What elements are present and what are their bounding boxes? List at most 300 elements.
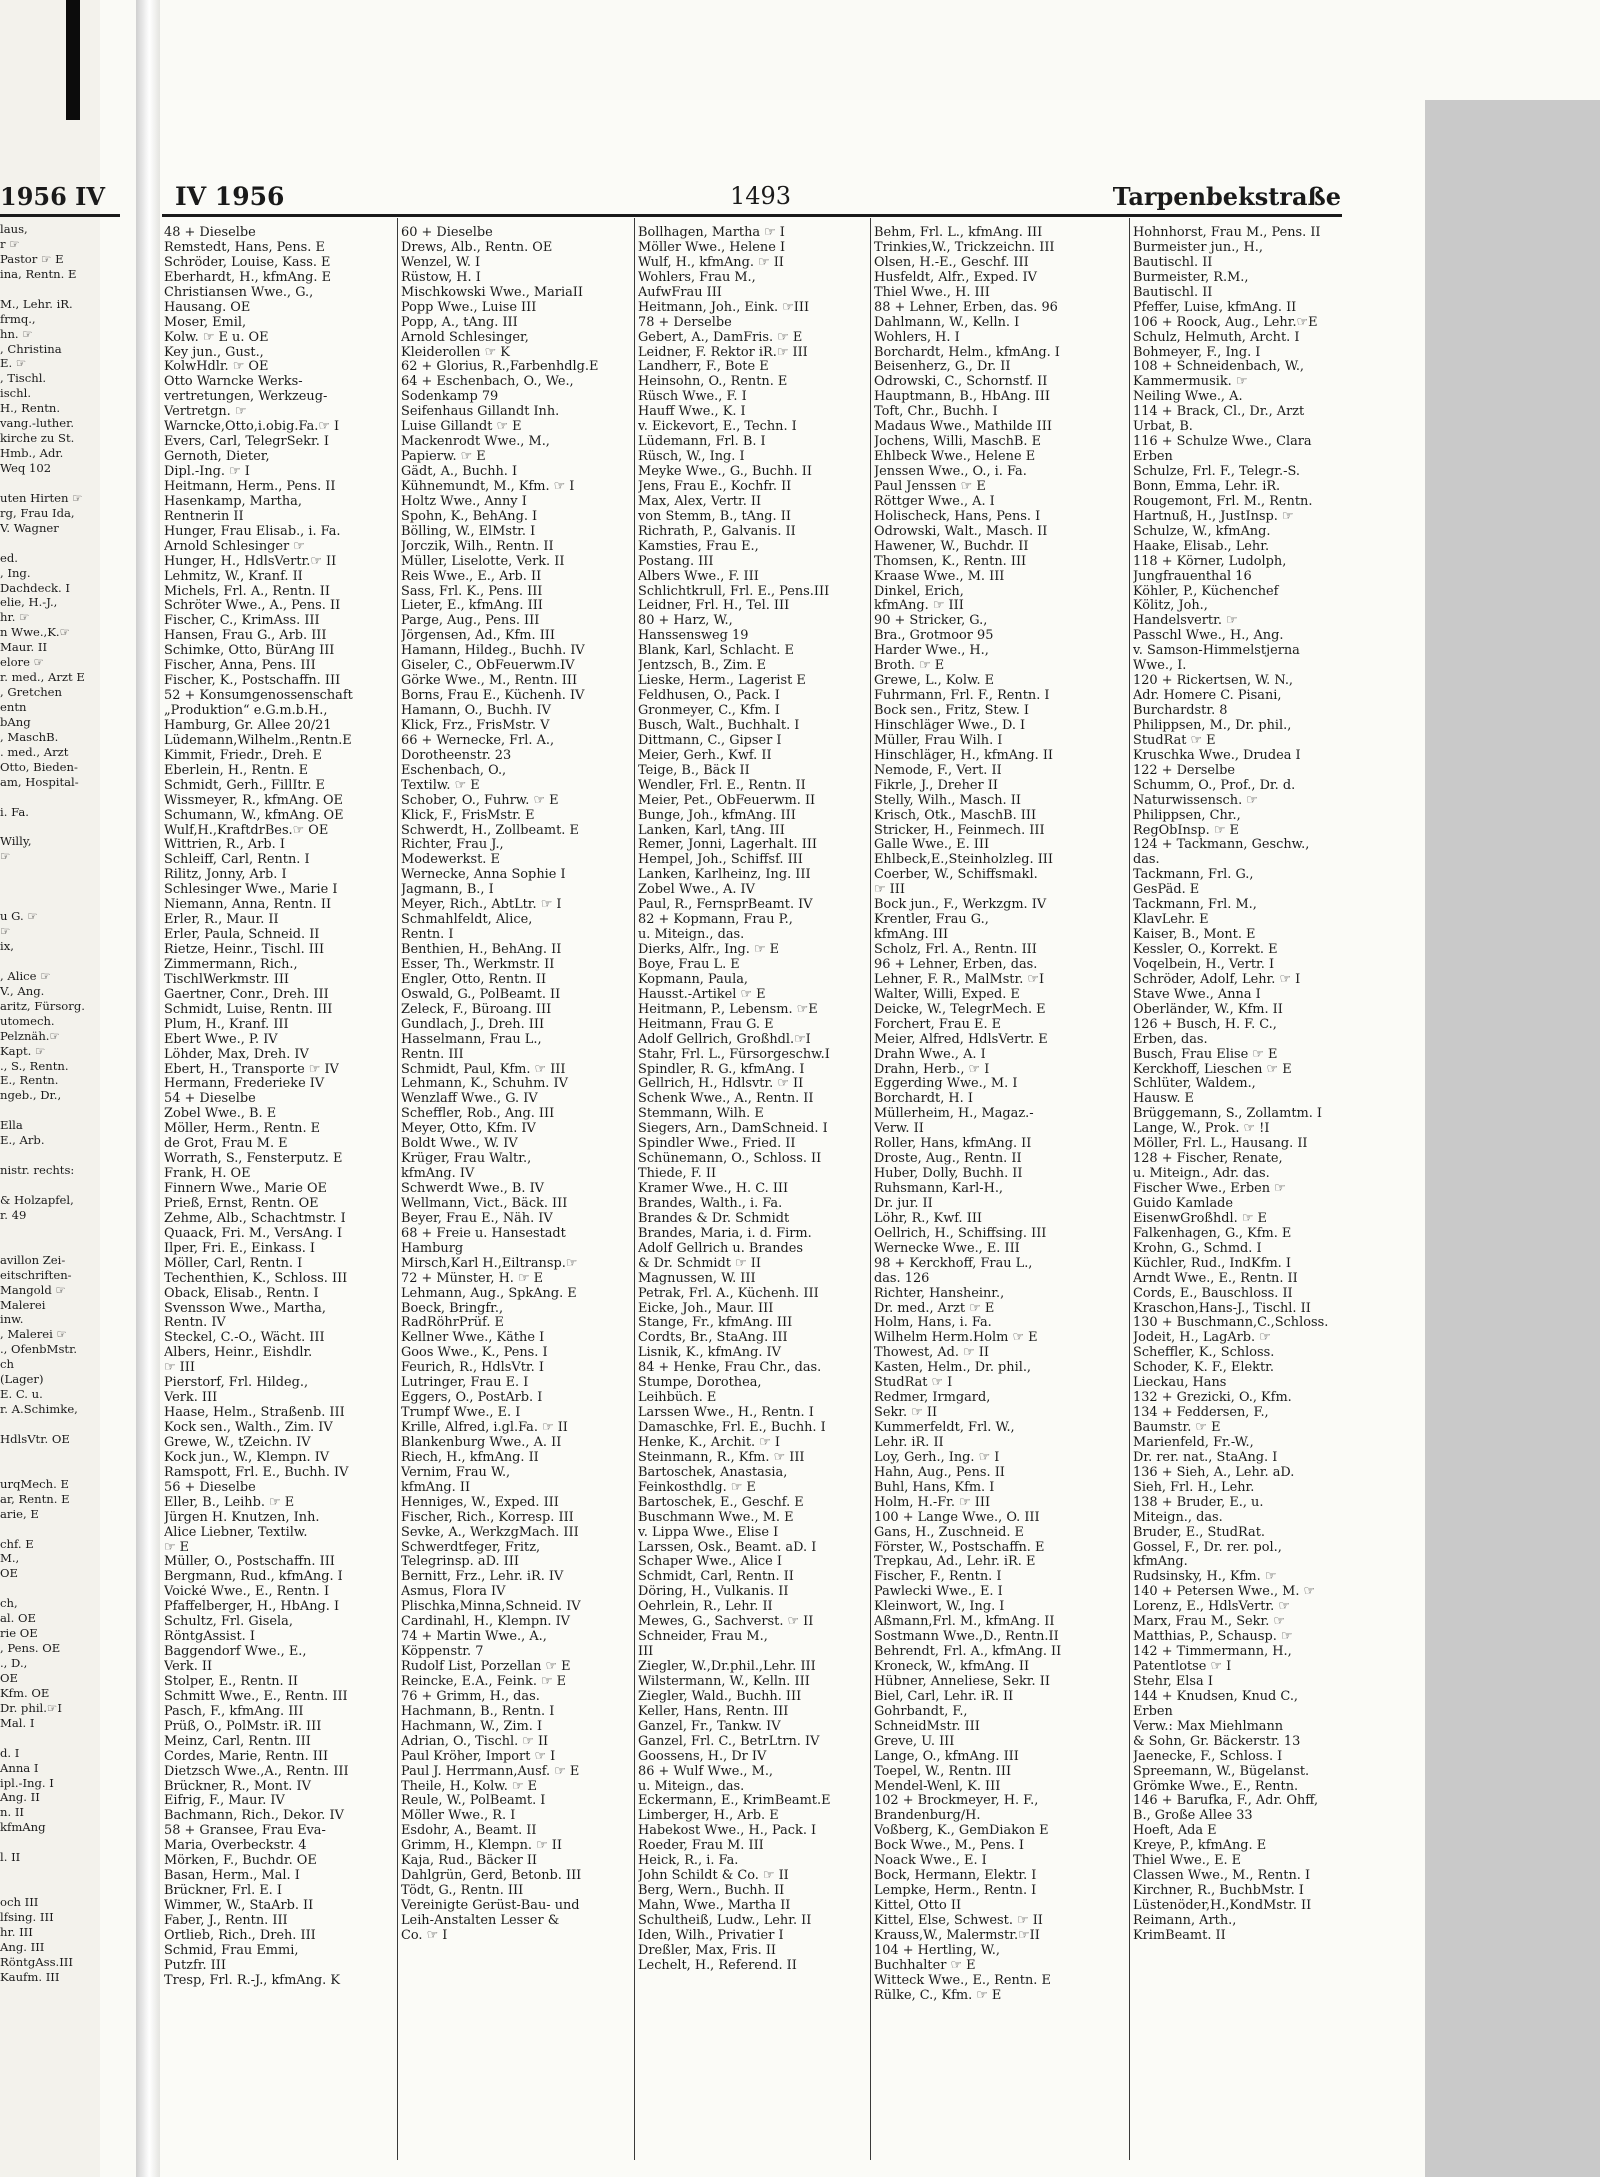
directory-entry-line: 54 + Dieselbe [164,1092,256,1107]
left-fragment-line: . med., Arzt [0,744,69,759]
directory-entry-line: Kolw. ☞ E u. OE [164,330,269,345]
directory-entry-line: Dorotheenstr. 23 [401,748,512,763]
directory-entry-line: Busch, Frau Elise ☞ E [1133,1047,1278,1062]
directory-entry-line: Aßmann,Frl. M., kfmAng. II [874,1615,1055,1630]
directory-entry-line: Brandes & Dr. Schmidt [638,1211,790,1226]
directory-entry-line: Michels, Frl. A., Rentn. II [164,584,330,599]
left-fragment-line: r. A.Schimke, [0,1402,78,1417]
directory-entry-line: Feurich, R., HdlsVtr. I [401,1361,544,1376]
directory-entry-line: Stumpe, Dorothea, [638,1376,762,1391]
directory-entry-line: Köppenstr. 7 [401,1645,484,1660]
directory-entry-line: Schenk Wwe., A., Rentn. II [638,1092,814,1107]
directory-entry-line: Oellrich, H., Schiffsing. III [874,1226,1047,1241]
directory-entry-line: Kraschon,Hans-J., Tischl. II [1133,1301,1311,1316]
directory-entry-line: Kessler, O., Korrekt. E [1133,943,1278,957]
left-fragment-line [0,536,136,551]
directory-entry-line: Hachmann, W., Zim. I [401,1719,543,1734]
directory-entry-line: Benthien, H., BehAng. II [401,943,562,957]
directory-entry-line: Stemmann, Wilh. E [638,1107,764,1122]
directory-entry-line: Papierw. ☞ E [401,450,486,465]
left-fragment-line: , Malerei ☞ [0,1327,67,1342]
left-fragment-line [0,1178,136,1193]
directory-entry-line: Arnold Schlesinger, [401,330,529,345]
directory-entry-line: Moser, Emil, [164,315,247,330]
left-fragment-line: elore ☞ [0,655,45,670]
left-fragment-line: Malerei [0,1297,46,1312]
directory-entry-line: KlavLehr. E [1133,913,1209,928]
directory-entry-line: Prieß, Ernst, Rentn. OE [164,1196,319,1211]
directory-entry-line: kfmAng. [1133,1555,1188,1570]
directory-entry-line: de Grot, Frau M. E [164,1137,288,1152]
left-fragment-line: i. Fa. [0,804,29,819]
directory-entry-line: Eifrig, F., Maur. IV [164,1794,285,1809]
directory-entry-line: Stelly, Wilh., Masch. II [874,793,1021,808]
directory-entry-line: kfmAng. III [874,928,949,943]
directory-entry-line: Ganzel, Fr., Tankw. IV [638,1719,781,1734]
directory-entry-line: Kroneck, W., kfmAng. II [874,1660,1030,1674]
directory-entry-line: Bartoschek, E., Geschf. E [638,1495,804,1510]
left-fragment-line: Pastor ☞ E [0,251,64,266]
directory-entry-line: Jodeit, H., LagArb. ☞ [1133,1331,1271,1346]
directory-entry-line: Thiel Wwe., H. III [874,285,990,300]
directory-column-5 [1133,226,1348,2156]
directory-entry-line: 82 + Kopmann, Frau P., [638,913,793,928]
directory-entry-line: Rentn. III [401,1047,464,1062]
directory-entry-line: Stricker, H., Feinmech. III [874,823,1045,838]
directory-entry-line: Pfaffelberger, H., HbAng. I [164,1600,340,1615]
directory-entry-line: Bock jun., F., Werkzgm. IV [874,898,1047,913]
directory-entry-line: Krentler, Frau G., [874,913,989,928]
directory-entry-line: Schwerdtfeger, Fritz, [401,1540,541,1555]
left-fragment-line: M., Lehr. iR. [0,296,73,311]
directory-entry-line: 72 + Münster, H. ☞ E [401,1271,544,1286]
directory-entry-line: Erben, das. [1133,1032,1208,1047]
directory-entry-line: 96 + Lehner, Erben, das. [874,957,1038,972]
directory-entry-line: Hausang. OE [164,300,251,315]
directory-entry-line: Schmidt, Gerh., FillItr. E [164,778,325,793]
left-fragment-line: ., D., [0,1656,28,1670]
directory-entry-line: Urbat, B. [1133,420,1193,435]
directory-entry-line: Busch, Walt., Buchhalt. I [638,718,800,733]
directory-entry-line: Hinschläger, H., kfmAng. II [874,748,1054,763]
left-fragment-line: Anna I [0,1760,39,1775]
directory-entry-line: Rentn. IV [164,1316,226,1331]
directory-entry-line: Holm, Hans, i. Fa. [874,1316,992,1331]
directory-entry-line: StudRat ☞ I [874,1376,953,1391]
directory-entry-line: 128 + Fischer, Renate, [1133,1152,1283,1167]
directory-column-3 [638,226,866,2156]
directory-entry-line: Brandes, Maria, i. d. Firm. [638,1226,812,1241]
left-fragment-line: V., Ang. [0,983,45,998]
directory-entry-line: Bernitt, Frz., Lehr. iR. IV [401,1570,564,1585]
directory-entry-line: Bölling, W., ElMstr. I [401,524,536,539]
directory-entry-line: vertretungen, Werkzeug- [164,390,328,405]
directory-entry-line: Popp, A., tAng. III [401,315,518,330]
directory-entry-line: 132 + Grezicki, O., Kfm. [1133,1391,1292,1406]
directory-entry-line: Noack Wwe., E. I [874,1854,987,1869]
directory-entry-line: Cords, E., Bauschloss. II [1133,1286,1293,1301]
directory-entry-line: & Sohn, Gr. Bäckerstr. 13 [1133,1734,1301,1749]
left-fragment-line: chf. E [0,1536,34,1551]
directory-entry-line: Kimmit, Friedr., Dreh. E [164,748,322,763]
left-fragment-line: ch, [0,1596,18,1611]
directory-entry-line: Adolf Gellrich u. Brandes [638,1241,804,1256]
directory-entry-line: Erler, R., Maur. II [164,913,279,928]
directory-entry-line: Jorczik, Wilh., Rentn. II [401,539,554,554]
directory-entry-line: Ziegler, W.,Dr.phil.,Lehr. III [638,1660,816,1674]
directory-entry-line: Erler, Paula, Schneid. II [164,928,320,943]
directory-entry-line: Verk. II [164,1660,213,1674]
directory-entry-line: Schneider, Frau M., [638,1630,768,1645]
directory-entry-line: Drews, Alb., Rentn. OE [401,240,553,255]
left-fragment-line: d. I [0,1745,20,1760]
directory-entry-line: v. Samson-Himmelstjerna [1133,644,1300,659]
directory-entry-line: Löhder, Max, Dreh. IV [164,1047,309,1062]
directory-entry-line: Faber, J., Rentn. III [164,1913,288,1928]
directory-entry-line: Classen Wwe., M., Rentn. I [1133,1869,1311,1884]
directory-column-1 [164,226,388,2156]
directory-entry-line: Behrendt, Frl. A., kfmAng. II [874,1645,1062,1660]
directory-entry-line: Hauptmann, B., HbAng. III [874,390,1050,405]
directory-entry-line: Jürgen H. Knutzen, Inh. [164,1510,320,1525]
directory-entry-line: Schulz, Helmuth, Archt. I [1133,330,1300,345]
directory-entry-line: Kopmann, Paula, [638,972,748,987]
directory-entry-line: Greve, U. III [874,1734,955,1749]
left-fragment-line: vang.-luther. [0,416,75,431]
left-fragment-line: Mal. I [0,1715,35,1730]
directory-entry-line: Müller, Frau Wilh. I [874,733,1003,748]
directory-entry-line: 98 + Kerckhoff, Frau L., [874,1256,1033,1271]
left-fragment-line: am, Hospital- [0,774,79,789]
left-fragment-line: r. med., Arzt E [0,670,85,685]
directory-entry-line: Tödt, G., Rentn. III [401,1884,524,1899]
directory-entry-line: Mahn, Wwe., Martha II [638,1899,791,1913]
directory-entry-line: Gohrbandt, F., [874,1704,968,1719]
directory-entry-line: Esser, Th., Werkmstr. II [401,957,555,972]
directory-entry-line: Mörken, F., Buchdr. OE [164,1854,317,1869]
directory-entry-line: Hartnuß, H., JustInsp. ☞ [1133,509,1294,524]
directory-entry-line: „Produktion“ e.G.m.b.H., [164,704,328,718]
directory-entry-line: Iden, Wilh., Privatier I [638,1928,784,1943]
directory-entry-line: Kummerfeldt, Frl. W., [874,1421,1015,1435]
page-header [175,182,1341,214]
left-page-fragments [0,222,136,1985]
directory-entry-line: 144 + Knudsen, Knud C., [1133,1689,1299,1704]
directory-entry-line: Lüdemann,Wilhelm.,Rentn.E [164,733,352,748]
directory-entry-line: Wernecke, Anna Sophie I [401,868,566,883]
directory-entry-line: Hachmann, B., Rentn. I [401,1704,555,1719]
left-fragment-line: Ang. III [0,1939,45,1954]
directory-entry-line: Esdohr, A., Beamt. II [401,1824,537,1839]
directory-entry-line: Putzfr. III [164,1958,226,1973]
directory-entry-line: Steckel, C.-O., Wächt. III [164,1331,325,1346]
directory-entry-line: Landherr, F., Bote E [638,360,769,375]
directory-entry-line: Berg, Wern., Buchh. II [638,1884,785,1899]
directory-entry-line: Rentn. I [401,928,454,943]
directory-entry-line: 80 + Harz, W., [638,614,733,629]
directory-entry-line: Eckermann, E., KrimBeamt.E [638,1794,831,1809]
directory-entry-line: Schmidt, Paul, Kfm. ☞ III [401,1062,566,1077]
directory-entry-line: Luise Gillandt ☞ E [401,420,522,435]
directory-entry-line: Bruder, E., StudRat. [1133,1525,1265,1540]
directory-entry-line: Verk. III [164,1391,218,1406]
directory-entry-line: Ganzel, Frl. C., BetrLtrn. IV [638,1734,820,1749]
directory-entry-line: Hempel, Joh., Schiffsf. III [638,853,803,868]
left-fragment-line [0,790,136,805]
directory-entry-line: Küchler, Rud., IndKfm. I [1133,1256,1291,1271]
directory-entry-line: Heitmann, Frau G. E [638,1017,774,1032]
directory-entry-line: Max, Alex, Vertr. II [638,494,762,509]
directory-entry-line: Schmid, Frau Emmi, [164,1943,299,1958]
directory-entry-line: Ortlieb, Rich., Dreh. III [164,1928,316,1943]
directory-entry-line: Deicke, W., TelegrMech. E [874,1002,1046,1017]
directory-entry-line: Brückner, R., Mont. IV [164,1779,311,1794]
directory-entry-line: Gellrich, H., Hdlsvtr. ☞ II [638,1077,804,1092]
directory-entry-line: Sekr. ☞ II [874,1406,938,1421]
left-fragment-line: hr. III [0,1924,33,1939]
directory-entry-line: Baggendorf Wwe., E., [164,1645,307,1660]
directory-entry-line: Wenzel, W. I [401,255,481,270]
left-fragment-line: , MaschB. [0,729,59,744]
directory-entry-line: Cardinahl, H., Klempn. IV [401,1615,570,1630]
directory-entry-line: ☞ III [164,1361,195,1376]
directory-entry-line: Magnussen, W. III [638,1271,756,1286]
directory-entry-line: Toft, Chr., Buchh. I [874,405,998,420]
directory-entry-line: Burmeister, R.M., [1133,270,1249,285]
directory-entry-line: Oswald, G., PolBeamt. II [401,987,561,1002]
left-fragment-line: , Pens. OE [0,1641,61,1656]
directory-entry-line: Zobel Wwe., B. E [164,1107,277,1122]
directory-entry-line: u. Miteign., Adr. das. [1133,1167,1270,1182]
directory-entry-line: Hansen, Frau G., Arb. III [164,629,327,644]
left-fragment-line [0,476,136,491]
directory-entry-line: Eller, B., Leihb. ☞ E [164,1495,295,1510]
directory-entry-line: Bock Wwe., M., Pens. I [874,1839,1024,1854]
directory-entry-line: Schünemann, O., Schloss. II [638,1152,822,1167]
left-fragment-line: H., Rentn. [0,401,61,416]
directory-entry-line: Oberländer, W., Kfm. II [1133,1002,1283,1017]
directory-entry-line: Galle Wwe., E. III [874,838,990,853]
directory-entry-line: Grewe, L., Kolw. E [874,674,995,689]
directory-entry-line: Wwe., I. [1133,659,1187,674]
directory-entry-line: 84 + Henke, Frau Chr., das. [638,1361,822,1376]
left-fragment-line: , Christina [0,341,62,356]
directory-entry-line: Fischer, Anna, Pens. III [164,659,316,674]
left-fragment-line: ina, Rentn. E [0,266,77,281]
directory-entry-line: Vertretgn. ☞ [164,405,247,420]
directory-entry-line: Oback, Elisab., Rentn. I [164,1286,319,1301]
left-fragment-line: ed. [0,550,18,565]
column-divider [397,218,398,2160]
left-fragment-line: , Ing. [0,565,31,580]
directory-entry-line: Lehner, F. R., MalMstr. ☞I [874,972,1045,987]
directory-entry-line: Thiede, F. II [638,1167,717,1182]
directory-entry-line: Gundlach, J., Dreh. III [401,1017,545,1032]
directory-entry-line: Lutringer, Frau E. I [401,1376,529,1391]
directory-entry-line: Dierks, Alfr., Ing. ☞ E [638,943,780,957]
directory-entry-line: Meyke Wwe., G., Buchh. II [638,465,812,479]
directory-entry-line: Krauss,W., Malermstr.☞II [874,1928,1040,1943]
directory-entry-line: Wilstermann, W., Kelln. III [638,1674,810,1689]
directory-entry-line: Ramspott, Frl. E., Buchh. IV [164,1465,349,1480]
directory-entry-line: Krille, Alfred, i.gl.Fa. ☞ II [401,1421,568,1435]
left-fragment-line: och III [0,1895,39,1909]
directory-entry-line: Goossens, H., Dr IV [638,1749,767,1764]
page-number: 1493 [730,182,792,210]
directory-entry-line: Beyer, Frau E., Näh. IV [401,1211,553,1226]
directory-entry-line: Richrath, P., Galvanis. II [638,524,796,539]
left-fragment-line [0,1447,136,1462]
directory-entry-line: Seifenhaus Gillandt Inh. [401,405,560,420]
directory-entry-line: u. Miteign., das. [638,1779,745,1794]
directory-entry-line: Brandenburg/H. [874,1809,981,1824]
directory-entry-line: Kreye, P., kfmAng. E [1133,1839,1267,1854]
left-fragment-line: , Gretchen [0,685,62,700]
directory-entry-line: 48 + Dieselbe [164,226,256,240]
directory-entry-line: 108 + Schneidenbach, W., [1133,360,1305,375]
directory-entry-line: 64 + Eschenbach, O., We., [401,375,574,390]
directory-entry-line: Ebert, H., Transporte ☞ IV [164,1062,339,1077]
directory-entry-line: Hermann, Frederieke IV [164,1077,325,1092]
left-fragment-line: entn [0,700,27,714]
directory-entry-line: Schwerdt, H., Zollbeamt. E [401,823,579,838]
directory-entry-line: Basan, Herm., Mal. I [164,1869,300,1884]
directory-entry-line: Bonn, Emma, Lehr. iR. [1133,479,1281,494]
directory-entry-line: Kraase Wwe., M. III [874,569,1005,584]
directory-entry-line: KrimBeamt. II [1133,1928,1226,1943]
left-fragment-line: Weq 102 [0,461,52,475]
directory-entry-line: Patentlotse ☞ I [1133,1660,1232,1674]
directory-entry-line: Madaus Wwe., Mathilde III [874,420,1052,435]
directory-entry-line: Heitmann, Herm., Pens. II [164,479,336,494]
directory-entry-line: Kasten, Helm., Dr. phil., [874,1361,1032,1376]
left-fragment-line: avillon Zei- [0,1252,66,1267]
directory-entry-line: Toepel, W., Rentn. III [874,1764,1012,1779]
directory-entry-line: Evers, Carl, TelegrSekr. I [164,435,330,450]
left-fragment-line: M., [0,1551,20,1566]
directory-entry-line: von Stemm, B., tAng. II [638,509,791,524]
directory-entry-line: Arnold Schlesinger ☞ [164,539,305,554]
directory-entry-line: Voqelbein, H., Vertr. I [1133,957,1275,972]
directory-entry-line: Wohlers, Frau M., [638,270,756,285]
directory-entry-line: Redmer, Irmgard, [874,1391,991,1406]
directory-entry-line: Jentzsch, B., Zim. E [638,659,767,674]
left-fragment-line: E. ☞ [0,356,27,371]
directory-entry-line: Dahlgrün, Gerd, Betonb. III [401,1869,582,1884]
directory-entry-line: Zeleck, F., Büroang. III [401,1002,552,1017]
directory-entry-line: Schlüter, Waldem., [1133,1077,1256,1092]
directory-entry-line: Lanken, Karlheinz, Ing. III [638,868,811,883]
directory-entry-line: Ebert Wwe., P. IV [164,1032,278,1047]
left-fragment-line [0,879,136,894]
directory-entry-line: Cordes, Marie, Rentn. III [164,1749,329,1764]
directory-entry-line: Hunger, Frau Elisab., i. Fa. [164,524,341,539]
left-fragment-line: ch [0,1357,14,1372]
directory-entry-line: Matthias, P., Schausp. ☞ [1133,1630,1293,1645]
left-fragment-line: hn. ☞ [0,326,33,341]
directory-entry-line: Giseler, C., ObFeuerwm.IV [401,659,575,674]
directory-entry-line: Lüdemann, Frl. B. I [638,435,766,450]
directory-entry-line: Forchert, Frau E. E [874,1017,1002,1032]
directory-entry-line: Frank, H. OE [164,1167,251,1182]
directory-entry-line: Bachmann, Rich., Dekor. IV [164,1809,344,1824]
directory-entry-line: Lange, O., kfmAng. III [874,1749,1019,1764]
directory-entry-line: Odrowski, Walt., Masch. II [874,524,1048,539]
directory-entry-line: Krohn, G., Schmd. I [1133,1241,1262,1256]
directory-entry-line: Keller, Hans, Rentn. III [638,1704,789,1719]
directory-entry-line: Schulze, W., kfmAng. [1133,524,1271,539]
left-fragment-line: Pelznäh.☞ [0,1028,60,1043]
directory-entry-line: 62 + Glorius, R.,Farbenhdlg.E [401,360,599,375]
directory-entry-line: Fischer, F., Rentn. I [874,1570,1002,1585]
directory-entry-line: Christiansen Wwe., G., [164,285,314,300]
directory-entry-line: Harder Wwe., H., [874,644,989,659]
directory-entry-line: Haase, Helm., Straßenb. III [164,1406,345,1421]
directory-entry-line: Teige, B., Bäck II [638,763,750,778]
left-fragment-line: frmq., [0,311,36,326]
directory-entry-line: StudRat ☞ E [1133,733,1216,748]
scan-right-edge [1418,100,1600,2177]
directory-entry-line: Thowest, Ad. ☞ II [874,1346,989,1361]
directory-entry-line: Vereinigte Gerüst-Bau- und [401,1899,580,1913]
left-fragment-line: eitschriften- [0,1267,72,1282]
left-fragment-line: HdlsVtr. OE [0,1431,70,1446]
directory-entry-line: Paul J. Herrmann,Ausf. ☞ E [401,1764,580,1779]
directory-entry-line: ☞ E [164,1540,190,1555]
directory-entry-line: Krisch, Otk., MaschB. III [874,808,1037,823]
directory-entry-line: Handelsvertr. ☞ [1133,614,1238,629]
directory-entry-line: Scholz, Frl. A., Rentn. III [874,943,1037,957]
directory-entry-line: kfmAng. ☞ III [874,599,964,614]
book-spine [136,0,160,2177]
directory-entry-line: Jochens, Willi, MaschB. E [874,435,1041,450]
directory-entry-line: Wittrien, R., Arb. I [164,838,285,853]
directory-entry-line: Schultheiß, Ludw., Lehr. II [638,1913,812,1928]
directory-entry-line: Stolper, E., Rentn. II [164,1674,298,1689]
left-fragment-line: uten Hirten ☞ [0,490,83,505]
directory-entry-line: Hamann, Hildeg., Buchh. IV [401,644,585,659]
directory-entry-line: 86 + Wulf Wwe., M., [638,1764,774,1779]
directory-entry-line: Reimann, Arth., [1133,1913,1237,1928]
left-fragment-line: n Wwe.,K.☞ [0,625,70,640]
directory-entry-line: Roller, Hans, kfmAng. II [874,1137,1032,1152]
directory-entry-line: Droste, Aug., Rentn. II [874,1152,1022,1167]
directory-entry-line: Stahr, Frl. L., Fürsorgeschw.I [638,1047,830,1062]
directory-entry-line: Petrak, Frl. A., Küchenh. III [638,1286,819,1301]
directory-entry-line: Naturwissensch. ☞ [1133,793,1258,808]
left-fragment-line: E., Rentn. [0,1073,59,1088]
directory-entry-line: Kaja, Rud., Bäcker II [401,1854,538,1869]
directory-entry-line: Bautischl. II [1133,285,1213,300]
directory-entry-line: Kramer Wwe., H. C. III [638,1182,789,1196]
directory-entry-line: Damaschke, Frl. E., Buchh. I [638,1421,826,1435]
directory-entry-line: Ziegler, Wald., Buchh. III [638,1689,802,1704]
directory-entry-line: 116 + Schulze Wwe., Clara [1133,435,1312,450]
directory-entry-line: Niemann, Anna, Rentn. II [164,898,332,913]
column-divider [634,218,635,2160]
directory-entry-line: 126 + Busch, H. F. C., [1133,1017,1277,1032]
directory-entry-line: Co. ☞ I [401,1928,448,1943]
directory-entry-line: Hinschläger Wwe., D. I [874,718,1026,733]
directory-entry-line: Henniges, W., Exped. III [401,1495,559,1510]
directory-entry-line: Hamann, O., Buchh. IV [401,704,551,718]
left-fragment-line [0,1223,136,1238]
directory-entry-line: 118 + Körner, Ludolph, [1133,554,1287,569]
directory-column-4 [874,226,1102,2156]
directory-entry-line: Hohnhorst, Frau M., Pens. II [1133,226,1321,240]
directory-entry-line: Buchhalter ☞ E [874,1958,976,1973]
directory-entry-line: Dr. med., Arzt ☞ E [874,1301,995,1316]
